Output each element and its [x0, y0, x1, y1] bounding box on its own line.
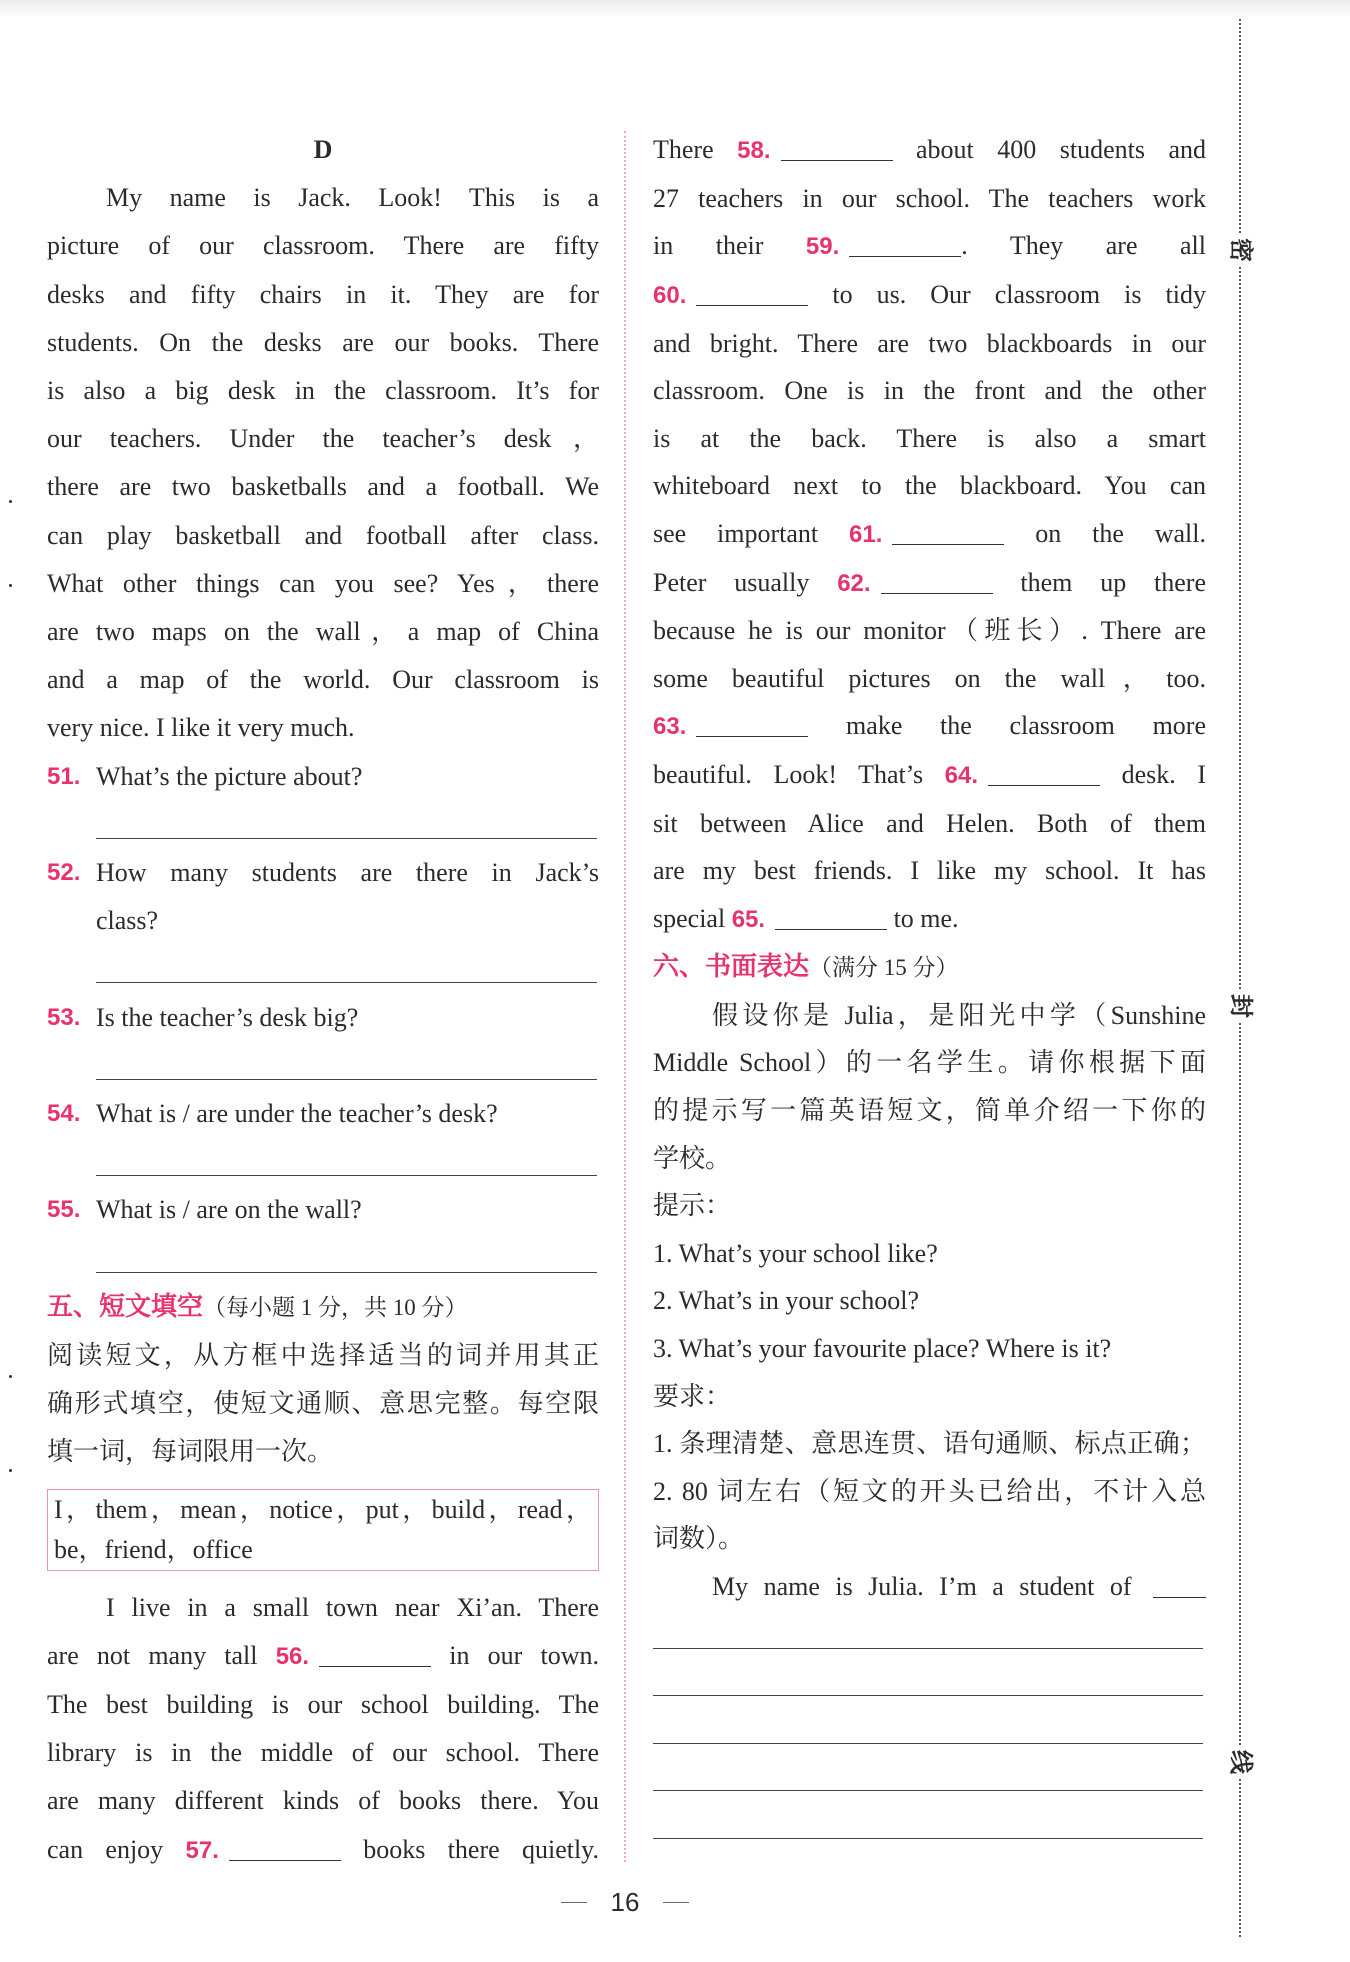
- cloze-passage-line: [653, 895, 1206, 944]
- word-box-line: be，friend，office: [54, 1534, 253, 1564]
- writing-answer-line: [653, 1753, 1206, 1801]
- cloze-passage-line: classroom. One is in the front and the other: [653, 376, 1206, 406]
- passage-d-line: there are two basketballs and a football. We: [47, 472, 599, 502]
- writing-prompt-line: 2. What’s in your school?: [653, 1286, 919, 1316]
- column-divider: [624, 131, 626, 1862]
- passage-d-line: What other things can you see? Yes，there: [47, 568, 599, 598]
- question-text: What is / are on the wall?: [96, 1195, 362, 1225]
- answer-blank: [881, 593, 993, 594]
- blank-number: 56.: [275, 1642, 310, 1670]
- binding-label-sealed: 封: [1224, 990, 1256, 1022]
- cloze-instructions: [47, 1332, 599, 1477]
- cloze-passage-line: some beautiful pictures on the wall，too.: [653, 663, 1206, 693]
- writing-answer-line: [653, 1611, 1206, 1659]
- blank-number: 59.: [805, 233, 840, 261]
- answer-blank: [775, 929, 887, 930]
- question-text: How many students are there in Jack’s: [96, 858, 599, 888]
- text-segment: make the classroom more: [808, 711, 1206, 741]
- answer-line: [47, 1235, 599, 1283]
- text-segment: books there quietly.: [340, 1834, 599, 1864]
- section-6-score-note: （满分 15 分）: [809, 955, 959, 981]
- cloze-passage-part-1: [47, 1584, 599, 1875]
- text-segment: . They are all: [961, 231, 1206, 261]
- cloze-passage-line: [653, 510, 1206, 559]
- writing-prompt-line: Middle School）的一名学生。请你根据下面: [653, 1048, 1206, 1078]
- instruction-line: 确形式填空，使短文通顺、意思完整。每空限: [47, 1389, 599, 1419]
- question-52: [47, 849, 599, 897]
- question-text: What is / are under the teacher’s desk?: [96, 1099, 498, 1129]
- writing-prompt-line: 要求：: [653, 1381, 732, 1411]
- question-number: 52.: [47, 859, 81, 887]
- writing-answer-line: [653, 1801, 1206, 1849]
- answer-blank: [1153, 1597, 1206, 1598]
- cloze-passage-line: is at the back. There is also a smart: [653, 423, 1206, 453]
- writing-prompt-line: 提示：: [653, 1191, 732, 1221]
- page-number: 16: [610, 1887, 640, 1917]
- writing-prompt-line: [653, 1563, 1206, 1611]
- question-53: [47, 994, 599, 1042]
- writing-prompt-line: 词数）。: [653, 1524, 745, 1554]
- answer-blank: [892, 544, 1004, 545]
- question-number: 53.: [47, 1003, 81, 1031]
- section-5-score-note: （每小题 1 分，共 10 分）: [203, 1294, 468, 1320]
- text-segment: My name is Julia. I’m a student of: [712, 1572, 1147, 1601]
- writing-prompt-line: 的提示写一篇英语短文，简单介绍一下你的: [653, 1096, 1206, 1126]
- page-number-dash-right: [663, 1902, 689, 1903]
- cloze-passage-line: whiteboard next to the blackboard. You can: [653, 471, 1206, 501]
- passage-d-line: very nice. I like it very much.: [47, 713, 355, 743]
- binding-dotted-line: [1239, 19, 1241, 1937]
- blank-number: 65.: [731, 905, 766, 933]
- passage-d-line: and a map of the world. Our classroom is: [47, 665, 599, 695]
- answer-line: [47, 945, 599, 993]
- cloze-passage-line: [653, 702, 1206, 751]
- section-5-name: 五、短文填空: [47, 1291, 204, 1321]
- text-segment: There: [653, 135, 738, 165]
- blank-number: 64.: [944, 761, 979, 789]
- cloze-passage-part-2: [653, 126, 1206, 943]
- answer-blank: [781, 160, 893, 161]
- question-number: 54.: [47, 1100, 81, 1128]
- word-box: [47, 1489, 599, 1571]
- text-segment: in our town.: [431, 1640, 600, 1670]
- right-column: [653, 126, 1206, 1848]
- writing-prompt-line: 1. 条理清楚、意思连贯、语句通顺、标点正确；: [653, 1429, 1206, 1459]
- binding-label-line: 线: [1224, 1746, 1256, 1778]
- section-6-name: 六、书面表达: [653, 952, 810, 982]
- question-number: 55.: [47, 1196, 81, 1224]
- text-segment: in their: [653, 231, 806, 261]
- passage-d-heading: D: [313, 135, 333, 164]
- text-segment: desk. I: [1100, 759, 1206, 789]
- margin-mark: [9, 1469, 12, 1472]
- cloze-passage-line: [653, 271, 1206, 320]
- blank-number: 58.: [737, 137, 771, 165]
- text-segment: to us. Our classroom is tidy: [808, 279, 1206, 309]
- answer-blank: [696, 305, 808, 306]
- blank-number: 61.: [849, 520, 883, 548]
- passage-d-line: our teachers. Under the teacher’s desk，: [47, 424, 599, 454]
- cloze-passage-line: are my best friends. I like my school. It has: [653, 856, 1206, 886]
- text-segment: can enjoy: [47, 1834, 186, 1864]
- cloze-passage-line: [653, 126, 1206, 175]
- cloze-passage-line: I live in a small town near Xi’an. There: [106, 1592, 599, 1622]
- cloze-passage-line: [47, 1826, 599, 1875]
- passage-d-line: can play basketball and football after class.: [47, 520, 599, 550]
- answer-line: [47, 1042, 599, 1090]
- answer-blank: [229, 1860, 341, 1861]
- question-55: [47, 1186, 599, 1234]
- answer-line: [47, 801, 599, 849]
- answer-line: [47, 1138, 599, 1186]
- writing-answer-line: [653, 1706, 1206, 1754]
- writing-prompt-line: 1. What’s your school like?: [653, 1238, 938, 1268]
- cloze-passage-line: are many different kinds of books there. You: [47, 1786, 599, 1816]
- cloze-passage-line: library is in the middle of our school. There: [47, 1738, 599, 1768]
- cloze-passage-line: 27 teachers in our school. The teachers work: [653, 183, 1206, 213]
- section-5-title: [47, 1283, 599, 1332]
- text-segment: them up there: [992, 567, 1206, 597]
- text-segment: Peter usually: [653, 567, 838, 597]
- cloze-passage-line: The best building is our school building. The: [47, 1690, 599, 1720]
- blank-number: 62.: [837, 569, 871, 597]
- passage-d-line: students. On the desks are our books. There: [47, 327, 599, 357]
- passage-d-line: are two maps on the wall，a map of China: [47, 617, 599, 647]
- passage-d: [47, 174, 599, 752]
- cloze-passage-line: [653, 559, 1206, 608]
- instruction-line: 填一词，每词限用一次。: [47, 1437, 334, 1467]
- binding-label-seal: 密: [1224, 234, 1256, 266]
- cloze-passage-line: [653, 751, 1206, 800]
- cloze-passage-line: and bright. There are two blackboards in our: [653, 328, 1206, 358]
- blank-number: 60.: [653, 281, 687, 309]
- writing-prompt-line: 3. What’s your favourite place? Where is it?: [653, 1334, 1112, 1364]
- blank-number: 63.: [653, 713, 687, 741]
- passage-d-line: My name is Jack. Look! This is a: [106, 183, 599, 213]
- answer-blank: [696, 736, 808, 737]
- answer-blank: [319, 1666, 431, 1667]
- text-segment: are not many tall: [47, 1640, 276, 1670]
- writing-answer-line: [653, 1658, 1206, 1706]
- writing-prompt: [653, 992, 1206, 1611]
- word-box-line: I，them，mean，notice，put，build，read，: [54, 1494, 592, 1524]
- question-text: Is the teacher’s desk big?: [96, 1002, 359, 1032]
- margin-mark: [9, 1375, 12, 1378]
- cloze-passage-line: [47, 1632, 599, 1681]
- writing-prompt-line: 2. 80 词左右（短文的开头已给出，不计入总: [653, 1476, 1206, 1506]
- question-number: 51.: [47, 762, 81, 790]
- question-text: What’s the picture about?: [96, 761, 363, 791]
- margin-mark: [9, 500, 12, 503]
- text-segment: to me.: [887, 903, 959, 933]
- margin-mark: [9, 584, 12, 587]
- answer-blank: [849, 256, 961, 257]
- text-segment: see important: [653, 518, 850, 548]
- text-segment: on the wall.: [1004, 518, 1206, 548]
- cloze-passage-line: because he is our monitor（班长）. There are: [653, 616, 1206, 646]
- text-segment: beautiful. Look! That’s: [653, 759, 945, 789]
- question-54: [47, 1090, 599, 1138]
- cloze-passage-line: [653, 222, 1206, 271]
- passage-d-line: picture of our classroom. There are fifty: [47, 231, 599, 261]
- cloze-passage-line: sit between Alice and Helen. Both of them: [653, 808, 1206, 838]
- section-6-title: [653, 943, 1206, 992]
- writing-prompt-line: 学校。: [653, 1143, 732, 1173]
- answer-blank: [988, 785, 1100, 786]
- writing-prompt-line: 假设你是 Julia，是阳光中学（Sunshine: [712, 1000, 1206, 1030]
- scan-edge: [0, 0, 1350, 18]
- passage-d-line: is also a big desk in the classroom. It’s for: [47, 376, 599, 406]
- left-column: [47, 126, 599, 1875]
- question-51: [47, 753, 599, 801]
- question-text-continued: class?: [96, 906, 159, 936]
- text-segment: about 400 students and: [892, 135, 1207, 165]
- blank-number: 57.: [185, 1836, 219, 1864]
- instruction-line: 阅读短文，从方框中选择适当的词并用其正: [47, 1341, 599, 1370]
- text-segment: special: [653, 903, 732, 933]
- passage-d-line: desks and fifty chairs in it. They are for: [47, 279, 599, 309]
